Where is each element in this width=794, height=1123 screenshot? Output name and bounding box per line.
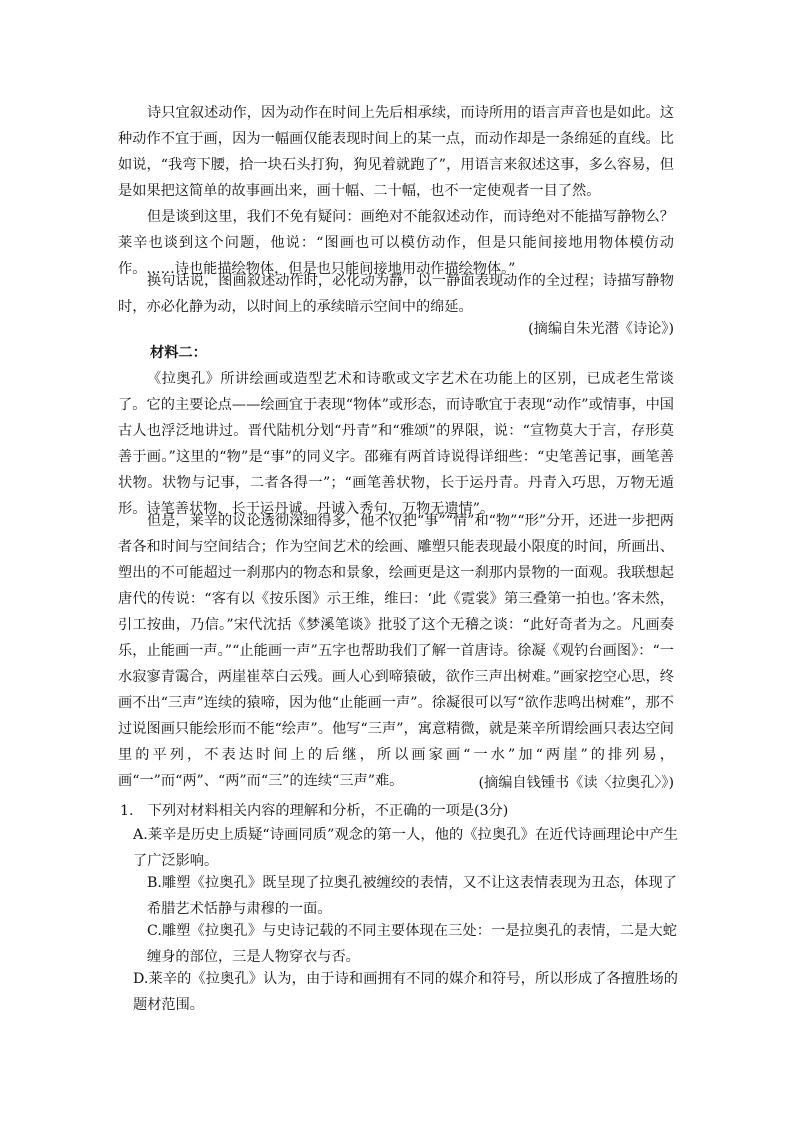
m1-paragraph-2: 但是谈到这里，我们不免有疑问：画绝对不能叙述动作，而诗绝对不能描写静物么？莱辛也谈到这个问题，他说：“图画也可以模仿动作，但是只能间接地用物体模仿动作。……诗也能描绘物体，但是也只能间接地用动作描绘物体。” [118,209,674,277]
m2-paragraph-1: 《拉奥孔》所讲绘画或造型艺术和诗歌或文字艺术在功能上的区别，已成老生常谈了。它的主要论点——绘画宜于表现“物体”或形态，而诗歌宜于表现“动作”或情事，中国古人也浮泛地讲过。晋代陆机分划“丹青”和“雅颂”的界限，说：“宣物莫大于言，存形莫善于画。”这里的“物”是“事”的同义字。邵雍有两首诗说得详细些：“史笔善记事，画笔善状物。状物与记事，二者各得一”；“画笔善状物，长于运丹青。丹青入巧思，万物无遁形。诗笔善状物，长于运丹诚。丹诚入秀句，万物无遗情”。 [118,371,674,517]
m1-paragraph-1: 诗只宜叙述动作，因为动作在时间上先后相承续，而诗所用的语言声音也是如此。这种动作不宜于画，因为一幅画仅能表现时间上的某一点，而动作却是一条绵延的直线。比如说，“我弯下腰，拾一块石头打狗，狗见着就跑了”，用语言来叙述这事，多么容易，但是如果把这简单的故事画出来，画十幅、二十幅，也不一定使观者一目了然。 [118,105,674,199]
m2-heading: 材料二： [150,345,207,361]
option-a: A.莱辛是历史上质疑“诗画同质”观念的第一人，他的《拉奥孔》在近代诗画理论中产生了广泛影响。 [133,827,678,869]
m2-source: (摘编自钱锺书《读〈拉奥孔〉》) [478,775,674,791]
m1-source: (摘编自朱光潜《诗论》) [528,321,674,337]
option-b: B.雕塑《拉奥孔》既呈现了拉奥孔被缠绞的表情，又不让这表情表现为丑态，体现了希腊艺术恬静与肃穆的一面。 [147,875,677,917]
m2-paragraph-2: 但是，莱辛的议论透彻深细得多，他不仅把“事”“情”和“物”“形”分开，还进一步把两者各和时间与空间结合；作为空间艺术的绘画、雕塑只能表现最小限度的时间，所画出、塑出的不可能超过一刹那内的物态和景象，绘画更是这一刹那内景物的一面观。我联想起唐代的传说：“客有以《按乐图》示王维，维曰：‘此《霓裳》第三叠第一拍也。’客未然，引工按曲，乃信。”宋代沈括《梦溪笔谈》批驳了这个无稽之谈：“此好奇者为之。凡画奏乐，止能画一声。”“止能画一声”五字也帮助我们了解一首唐诗。徐凝《观钓台画图》：“一水寂寥青霭合，两崖崔萃白云残。画人心到啼猿破，欲作三声出树难。”画家挖空心思，终画不出“三声”连续的猿啼，因为他“止能画一声”。徐凝很可以写“欲作悲鸣出树难”，那不过说图画只能绘形而不能“绘声”。他写“三声”，寓意精微，就是莱辛所谓绘画只表达空间里的平列，不表达时间上的后继，所以画家画“一水”加“两崖”的排列易，画“一”而“两”、“两”而“三”的连续“三声”难。 [118,513,674,789]
m1-paragraph-3: 换句话说，图画叙述动作时，必化动为静，以一静面表现动作的全过程；诗描写静物时，亦必化静为动，以时间上的承续暗示空间中的绵延。 [118,273,674,315]
question-stem: 1. 下列对材料相关内容的理解和分析，不正确的一项是(3分) [120,803,509,819]
option-d: D.莱辛的《拉奥孔》认为，由于诗和画拥有不同的媒介和符号，所以形成了各擅胜场的题材范围。 [133,971,678,1013]
option-c: C.雕塑《拉奥孔》与史诗记载的不同主要体现在三处：一是拉奥孔的表情，二是大蛇缠身的部位，三是人物穿衣与否。 [147,923,677,965]
